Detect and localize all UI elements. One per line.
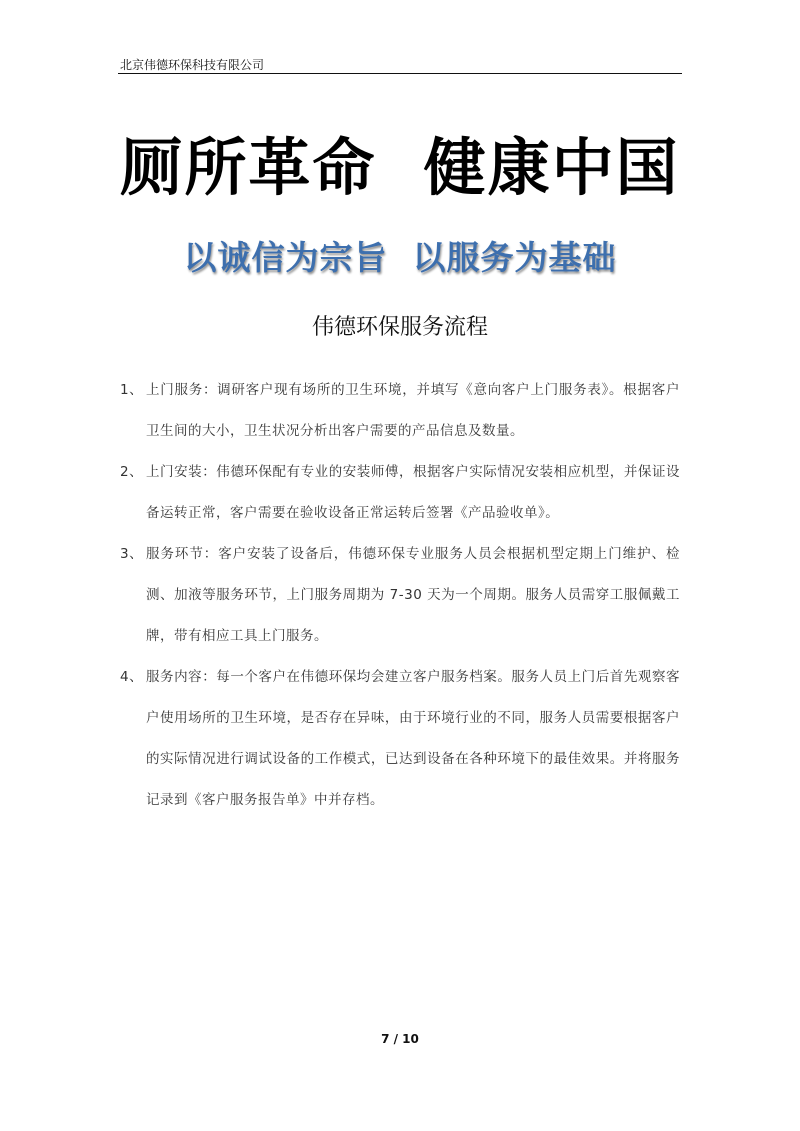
list-item: [120, 657, 680, 821]
list-item-number: 4、: [120, 669, 144, 685]
list-item: [120, 370, 680, 452]
slogan: 以诚信为宗旨 以服务为基础: [183, 238, 617, 277]
list-item-text: 服务内容：每一个客户在伟德环保均会建立客户服务档案。服务人员上门后首先观察客户使用场所的卫生环境，是否存在异味，由于环境行业的不同，服务人员需要根据客户的实际情况进行调试设备的工作模式，已达到设备在各种环境下的最佳效果。并将服务记录到《客户服务报告单》中并存档。: [146, 669, 680, 808]
list-item-number: 3、: [120, 546, 144, 562]
list-item-number: 1、: [120, 382, 144, 398]
list-item-text: 上门安装：伟德环保配有专业的安装师傅，根据客户实际情况安装相应机型，并保证设备运转正常，客户需要在验收设备正常运转后签署《产品验收单》。: [146, 464, 680, 521]
list-item-number: 2、: [120, 464, 144, 480]
header-company-name: 北京伟德环保科技有限公司: [120, 58, 265, 72]
list-item: [120, 534, 680, 657]
list-item: [120, 452, 680, 534]
section-title: 伟德环保服务流程: [311, 315, 488, 340]
list-item-text: 上门服务：调研客户现有场所的卫生环境，并填写《意向客户上门服务表》。根据客户卫生间的大小，卫生状况分析出客户需要的产品信息及数量。: [146, 382, 680, 439]
list-item-text: 服务环节：客户安装了设备后，伟德环保专业服务人员会根据机型定期上门维护、检测、加液等服务环节，上门服务周期为 7-30 天为一个周期。服务人员需穿工服佩戴工牌，带有相应工具上门服务。: [146, 546, 680, 644]
page-number: 7 / 10: [381, 1032, 419, 1046]
header-divider: [118, 73, 682, 74]
service-process-list: [120, 370, 680, 821]
main-title: 厕所革命 健康中国: [120, 131, 680, 204]
